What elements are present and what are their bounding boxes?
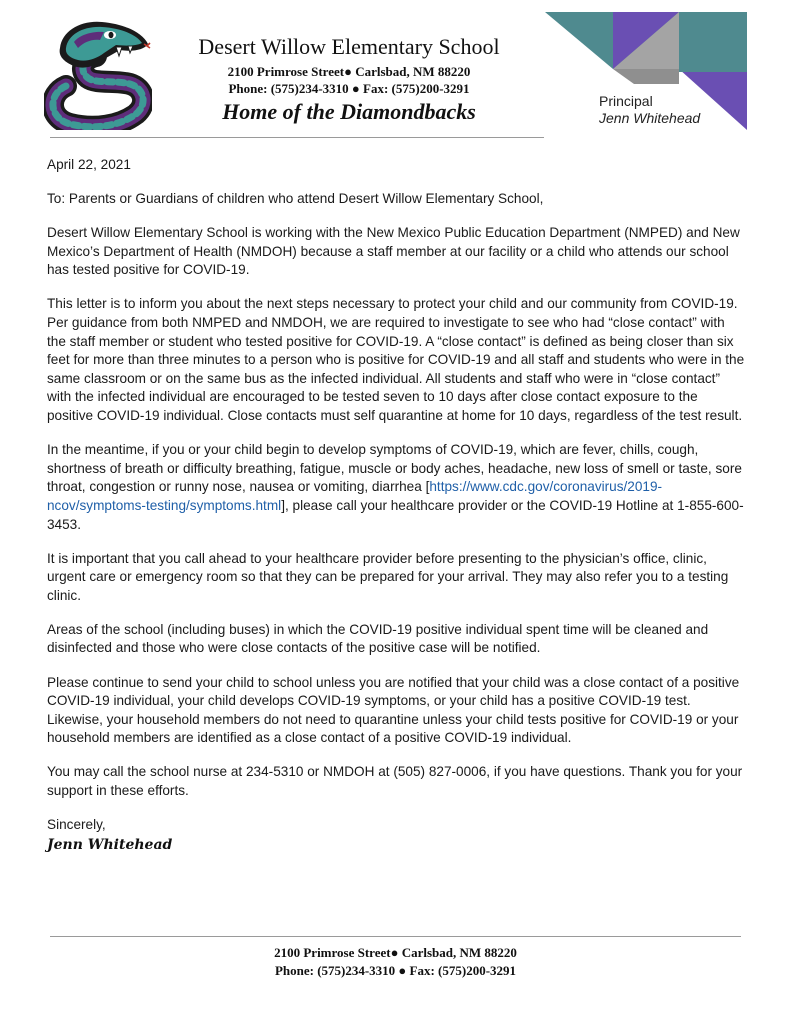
letterhead-phone-fax: Phone: (575)234-3310 ● Fax: (575)200-3291 xyxy=(228,81,470,96)
principal-name: Jenn Whitehead xyxy=(599,110,701,126)
footer-phone-fax: Phone: (575)234-3310 ● Fax: (575)200-3291 xyxy=(274,963,517,978)
letter-salutation: To: Parents or Guardians of children who attend Desert Willow Elementary School, xyxy=(47,191,544,207)
paragraph-symptoms xyxy=(47,441,747,534)
paragraph-call-ahead: It is important that you call ahead to your healthcare provider before presenting to the physician’s office, clinic, urgent care or emergency room so that they can be prepared for your arrival. They may also refer you to a testing clinic. xyxy=(47,550,729,603)
school-name: Desert Willow Elementary School xyxy=(198,34,500,59)
paragraph-notification: Desert Willow Elementary School is working with the New Mexico Public Education Department (NMPED) and New Mexico’s Department of Health (NMDOH) because a staff member at our facility or a child who attends our school has tested positive for COVID-19. xyxy=(47,225,740,278)
principal-title: Principal xyxy=(599,93,653,109)
letter-body xyxy=(47,156,747,855)
footer-address: 2100 Primrose Street● Carlsbad, NM 88220 xyxy=(274,945,517,960)
paragraph-close-contact: This letter is to inform you about the next steps necessary to protect your child and our community from COVID-19. Per guidance from both NMPED and NMDOH, we are required to investigate to see who had “close contact” with the staff member or student who tested positive for COVID-19. A “close contact” is defined as being closer than six feet for more than three minutes to a person who is positive for COVID-19 and all staff and students who were in the same classroom or on the same bus as the infected individual. All students and staff who were in “close contact” with the infected individual are encouraged to be tested seven to 10 days after close contact exposure to the positive COVID-19 individual. Close contacts must self quarantine at home for 10 days, regardless of the test result. xyxy=(47,296,745,424)
paragraph-attendance: Please continue to send your child to school unless you are notified that your child was a close contact of a positive COVID-19 individual, your child develops COVID-19 symptoms, or your child has a positive COVID-19 test. Likewise, your household members do not need to quarantine unless your child tests positive for COVID-19 or your household members are identified as a close contact of a positive COVID-19 individual. xyxy=(47,674,740,746)
cdc-symptoms-link[interactable]: https://www.cdc.gov/coronavirus/2019-ncov/symptoms-testing/symptoms.html xyxy=(47,479,663,513)
paragraph-contact-info: You may call the school nurse at 234-5310 or NMDOH at (505) 827-0006, if you have questions. Thank you for your support in these efforts. xyxy=(47,764,743,799)
school-slogan: Home of the Diamondbacks xyxy=(222,99,476,124)
symptoms-text: In the meantime, if you or your child begin to develop symptoms of COVID-19, which are fever, chills, cough, shortness of breath or difficulty breathing, fatigue, muscle or body aches, headache, new loss of smell or taste, sore throat, congestion or runny nose, nausea or vomiting, diarrhea [ xyxy=(47,442,742,495)
signature: Jenn Whitehead xyxy=(47,836,173,853)
letter-date: April 22, 2021 xyxy=(47,157,131,172)
diamondback-snake-logo-icon xyxy=(44,14,152,130)
header-divider xyxy=(50,137,544,138)
paragraph-cleaning: Areas of the school (including buses) in which the COVID-19 positive individual spent time will be cleaned and disinfected and those who were close contacts of the positive case will be notified. xyxy=(47,621,709,656)
letter-closing: Sincerely, xyxy=(47,817,106,833)
footer-divider xyxy=(50,936,741,937)
hotline-text: ], please call your healthcare provider or the COVID-19 Hotline at 1-855-600-3453. xyxy=(47,497,744,532)
letterhead-address: 2100 Primrose Street● Carlsbad, NM 88220 xyxy=(227,64,471,79)
